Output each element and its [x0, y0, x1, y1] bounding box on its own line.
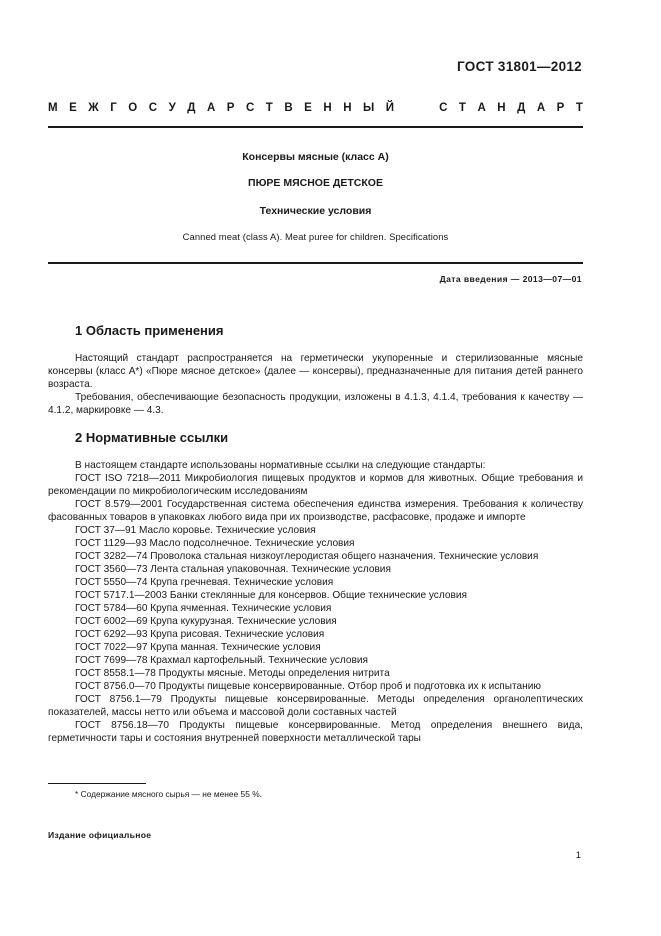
- reference-item: ГОСТ 8756.0—70 Продукты пищевые консервированные. Отбор проб и подготовка их к испытанию: [75, 681, 541, 692]
- heading-letter: Д: [187, 102, 196, 114]
- section-2-body: [48, 459, 583, 745]
- heading-letter: С: [245, 102, 255, 114]
- heading-letter: А: [206, 102, 216, 114]
- heading-letter: Р: [226, 102, 235, 114]
- heading-letter: Й: [385, 102, 395, 114]
- section-1-paragraph: Настоящий стандарт распространяется на герметически укупоренные и стерилизованные мясные консервы (класс А*) «Пюре мясное детское» (далее — консервы), предназначенные для питания детей раннего возраста.: [48, 353, 583, 390]
- reference-item: ГОСТ 7022—97 Крупа манная. Технические условия: [75, 642, 321, 653]
- title-line-2: ПЮРЕ МЯСНОЕ ДЕТСКОЕ: [248, 177, 383, 189]
- section-1-body: [48, 352, 583, 417]
- heading-letter: М: [48, 102, 58, 114]
- heading-letter: У: [168, 102, 176, 114]
- footnote-rule: [48, 783, 146, 784]
- section-1-paragraph: Требования, обеспечивающие безопасность продукции, изложены в 4.1.3, 4.1.4, требования к качеству — 4.1.2, маркировке — 4.3.: [48, 392, 583, 416]
- section-2-heading: 2 Нормативные ссылки: [75, 430, 229, 445]
- heading-letter: Т: [575, 102, 583, 114]
- reference-item: ГОСТ 3560—73 Лента стальная упаковочная. Технические условия: [75, 564, 391, 575]
- heading-letter: Ы: [363, 102, 375, 114]
- heading-letter: Д: [517, 102, 526, 114]
- reference-item: ГОСТ 8558.1—78 Продукты мясные. Методы определения нитрита: [75, 668, 390, 679]
- reference-item: ГОСТ 5784—60 Крупа ячменная. Технические условия: [75, 603, 332, 614]
- page-number: 1: [575, 850, 581, 861]
- heading-letter: Е: [69, 102, 77, 114]
- heading-letter: Н: [497, 102, 506, 114]
- heading-letter: Н: [323, 102, 332, 114]
- standard-type-heading: [48, 102, 583, 114]
- reference-item: ГОСТ 8.579—2001 Государственная система обеспечения единства измерения. Требования к количеству фасованных товаров в упаковках любого вида при их производстве, расфасовке, продаже и импорте: [48, 499, 583, 523]
- heading-letter: С: [148, 102, 158, 114]
- heading-letter: С: [439, 102, 448, 114]
- reference-item: ГОСТ 1129—93 Масло подсолнечное. Технические условия: [75, 538, 355, 549]
- reference-item: ГОСТ 7699—78 Крахмал картофельный. Технические условия: [75, 655, 368, 666]
- top-rule: [48, 126, 583, 128]
- heading-letter: А: [477, 102, 486, 114]
- date-of-introduction: Дата введения — 2013—07—01: [439, 274, 582, 284]
- heading-letter: В: [284, 102, 293, 114]
- heading-letter: Т: [458, 102, 466, 114]
- heading-letter: А: [536, 102, 546, 114]
- heading-letter: Р: [556, 102, 565, 114]
- title-line-1: Консервы мясные (класс А): [242, 151, 389, 163]
- reference-item: ГОСТ 5550—74 Крупа гречневая. Технические условия: [75, 577, 334, 588]
- official-edition-label: Издание официальное: [48, 830, 152, 840]
- footnote: * Содержание мясного сырья — не менее 55 %.: [75, 789, 262, 799]
- heading-letter: Е: [304, 102, 312, 114]
- reference-item: ГОСТ 5717.1—2003 Банки стеклянные для консервов. Общие технические условия: [75, 590, 467, 601]
- reference-item: ГОСТ ISO 7218—2011 Микробиология пищевых продуктов и кормов для животных. Общие требования и рекомендации по микробиологическим исследованиям: [48, 473, 584, 497]
- heading-letter: Н: [343, 102, 352, 114]
- heading-letter: Т: [265, 102, 273, 114]
- reference-item: ГОСТ 6002—69 Крупа кукурузная. Технические условия: [75, 616, 337, 627]
- reference-item: ГОСТ 3282—74 Проволока стальная низкоуглеродистая общего назначения. Технические условия: [75, 551, 539, 562]
- title-line-3: Технические условия: [259, 205, 372, 217]
- heading-letter: Г: [110, 102, 117, 114]
- title-english: Canned meat (class A). Meat puree for children. Specifications: [182, 231, 449, 242]
- section-2-intro: В настоящем стандарте использованы нормативные ссылки на следующие стандарты:: [75, 460, 486, 471]
- heading-letter: Ж: [88, 102, 99, 114]
- reference-item: ГОСТ 8756.18—70 Продукты пищевые консервированные. Метод определения внешнего вида, герметичности тары и состояния внутренней поверхности металлической тары: [48, 720, 583, 744]
- word-gap: [406, 102, 428, 114]
- title-rule: [48, 262, 583, 264]
- reference-item: ГОСТ 6292—93 Крупа рисовая. Технические условия: [75, 629, 325, 640]
- heading-letter: О: [128, 102, 138, 114]
- reference-item: ГОСТ 8756.1—79 Продукты пищевые консервированные. Методы определения органолептических показателей, массы нетто или объема и массовой доли составных частей: [48, 694, 583, 718]
- reference-item: ГОСТ 37—91 Масло коровье. Технические условия: [75, 525, 316, 536]
- gost-number: ГОСТ 31801—2012: [457, 59, 582, 74]
- section-1-heading: 1 Область применения: [75, 323, 224, 338]
